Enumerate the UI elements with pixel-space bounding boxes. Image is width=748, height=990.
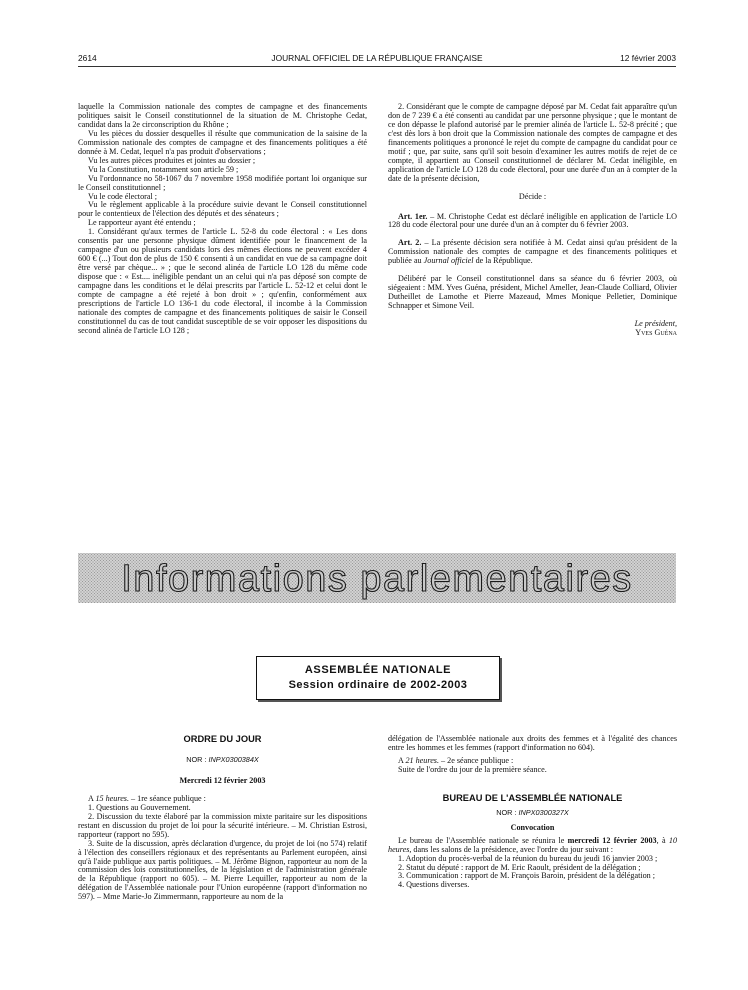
article-2 (388, 239, 677, 266)
time: 15 heures. (95, 793, 129, 803)
paragraph: Vu le règlement applicable à la procédure suivie devant le Conseil constitutionnel pour le contentieux de l'élection des députés et des sénateurs ; (78, 200, 367, 219)
article-1 (388, 213, 677, 231)
agenda-column-left (78, 735, 367, 902)
agenda-item: 1. Questions au Gouvernement. (88, 802, 191, 812)
nor-reference (388, 809, 677, 818)
agenda-item: 2. Discussion du texte élaboré par la commission mixte paritaire sur les dispositions restant en discussion du projet de loi pour la sécurité intérieure. – M. Christian Estrosi, rapporteur (rapport no 595). (78, 811, 367, 839)
nor-reference (78, 756, 367, 765)
running-header (78, 53, 676, 65)
article-text: – M. Christophe Cedat est déclaré inéligible en application de l'article LO 128 du code électoral pour une durée d'un an à compter du 6 février 2003. (388, 211, 677, 230)
section-banner (78, 553, 676, 603)
convocation-heading: Convocation (510, 822, 555, 832)
nor-label: NOR : (496, 807, 519, 817)
article-label: Art. 1er. (398, 211, 428, 221)
agenda-column-right (388, 735, 677, 890)
text: A (88, 793, 96, 803)
nor-code: INPX0300327X (518, 807, 569, 817)
decide-heading: Décide : (518, 191, 547, 201)
agenda-item: 4. Questions diverses. (398, 880, 470, 890)
header-rule (78, 66, 676, 67)
journal-reference: Journal officiel (423, 256, 474, 266)
paragraph: délégation de l'Assemblée nationale aux droits des femmes et à l'égalité des chances entre les hommes et les femmes (rapport d'information no 604). (388, 734, 677, 752)
page-number: 2614 (78, 53, 97, 63)
paragraph: Vu les pièces du dossier desquelles il résulte que communication de la saisine de la Commission nationale des comptes de campagne et des financements politiques a été donnée à M. Cedat, lequel n'a pas produit d'observations ; (78, 128, 367, 156)
paragraph: Vu le code électoral ; (88, 191, 157, 201)
section-title: BUREAU DE L'ASSEMBLÉE NATIONALE (442, 792, 623, 803)
text: A (398, 755, 406, 765)
text: , à (656, 835, 669, 845)
journal-title: JOURNAL OFFICIEL DE LA RÉPUBLIQUE FRANÇAISE (271, 53, 483, 63)
issue-date: 12 février 2003 (620, 53, 676, 63)
meeting-time: 10 heures (388, 835, 677, 854)
banner-title: Informations parlementaires (121, 558, 633, 600)
section-title: ORDRE DU JOUR (183, 734, 262, 744)
paragraph: 2. Considérant que le compte de campagne déposé par M. Cedat fait apparaître qu'un don de 7 239 € a été consenti au candidat par une personne physique ; que le montant de ce don dépasse le plafond autorisé par le premier alinéa de l'article L. 52-8 précité ; que c'est dès lors à bon droit que la Commission nationale des comptes de campagne et des financements politiques a prononcé le rejet du compte de campagne du candidat pour ce motif ; que, par suite, sans qu'il soit besoin d'examiner les autres motifs de rejet de ce compte, il appartient au Conseil constitutionnel de déclarer M. Cedat inéligible, en application de l'article LO 128 du code électoral, pour une durée d'un an à compter de la date de la présente décision, (388, 102, 677, 183)
paragraph: Suite de l'ordre du jour de la première séance. (398, 764, 547, 774)
paragraph: Vu la Constitution, notamment son article 59 ; (88, 164, 239, 174)
session-title: Session ordinaire de 2002-2003 (288, 679, 468, 691)
signature-role: Le président, (634, 319, 677, 329)
paragraph: Vu l'ordonnance no 58-1067 du 7 novembre 1958 modifiée portant loi organique sur le Conseil constitutionnel ; (78, 173, 367, 192)
decision-column-right (388, 103, 677, 338)
paragraph: Vu les autres pièces produites et jointes au dossier ; (88, 155, 256, 165)
text: – 2e séance publique : (439, 755, 514, 765)
article-text: de la République. (473, 256, 533, 266)
agenda-item: 2. Statut du député : rapport de M. Eric Raoult, président de la délégation ; (398, 862, 641, 872)
time: 21 heures. (405, 755, 439, 765)
article-text: – La présente décision sera notifiée à M. Cedat ainsi qu'au président de la Commission nationale des comptes de campagne et des financements politiques et publiée au (388, 238, 677, 266)
agenda-item: 1. Adoption du procès-verbal de la réunion du bureau du jeudi 16 janvier 2003 ; (398, 853, 658, 863)
agenda-item: 3. Suite de la discussion, après déclaration d'urgence, du projet de loi (no 574) relatif à l'élection des conseillers régionaux et des représentants au Parlement européen, ainsi qu'à l'aide publique aux partis politiques. – M. Jérôme Bignon, rapporteur au nom de la commission des lois constitutionnelles, de la législation et de l'administration générale de la République (rapport no 605). – M. Pierre Lequiller, rapporteur au nom de la délégation de l'Assemblée nationale pour l'Union européenne (rapport d'information no 597). – Mme Marie-Jo Zimmermann, rapporteure au nom de la (78, 838, 367, 902)
convocation-text (388, 837, 677, 855)
text: Le bureau de l'Assemblée nationale se réunira le (398, 835, 568, 845)
meeting-date: mercredi 12 février 2003 (567, 835, 657, 845)
nor-code: INPX0300384X (208, 754, 259, 764)
deliberation: Délibéré par le Conseil constitutionnel dans sa séance du 6 février 2003, où siégeaient : MM. Yves Guéna, président, Michel Ameller, Jean-Claude Colliard, Olivier Dutheillet de Lamothe et Pierre Mazeaud, Mmes Monique Pelletier, Dominique Schnapper et Simone Veil. (388, 274, 677, 311)
assembly-title: ASSEMBLÉE NATIONALE (304, 664, 452, 676)
paragraph: 1. Considérant qu'aux termes de l'article L. 52-8 du code électoral : « Les dons consentis par une personne physique dûment identifiée pour le financement de la campagne d'un ou plusieurs candidats lors des mêmes élections ne peuvent excéder 4 600 € (...) Tout don de plus de 150 € consenti à un candidat en vue de sa campagne doit être versé par chèque... » ; que le second alinéa de l'article LO 128 du même code dispose que : « Est.... inéligible pendant un an celui qui n'a pas déposé son compte de campagne dans les conditions et le délai prescrits par l'article L. 52-12 et celui dont le compte de campagne a été rejeté à bon droit » ; qu'enfin, conformément aux prescriptions de l'article LO 136-1 du code électoral, il incombe à la Commission nationale des comptes de campagne et des financements politiques de saisir le Conseil constitutionnel du cas de tout candidat susceptible de se voir opposer les dispositions du second alinéa de l'article LO 128 ; (78, 227, 367, 335)
paragraph: Le rapporteur ayant été entendu ; (88, 218, 196, 228)
article-label: Art. 2. (398, 238, 422, 248)
nor-label: NOR : (186, 754, 209, 764)
text: , dans les salons de la présidence, avec l'ordre du jour suivant : (409, 844, 613, 854)
agenda-item: 3. Communication : rapport de M. François Baroin, président de la délégation ; (398, 871, 656, 881)
text: – 1re séance publique : (129, 793, 206, 803)
agenda-date: Mercredi 12 février 2003 (179, 775, 266, 785)
decision-column-left (78, 103, 367, 336)
paragraph: laquelle la Commission nationale des comptes de campagne et des financements politiques saisit le Conseil constitutionnel de la situation de M. Christophe Cedat, candidat dans la 2e circonscription du Rhône ; (78, 102, 367, 129)
signature-name: Yves Guéna (635, 328, 677, 338)
assembly-session-box (256, 656, 500, 700)
